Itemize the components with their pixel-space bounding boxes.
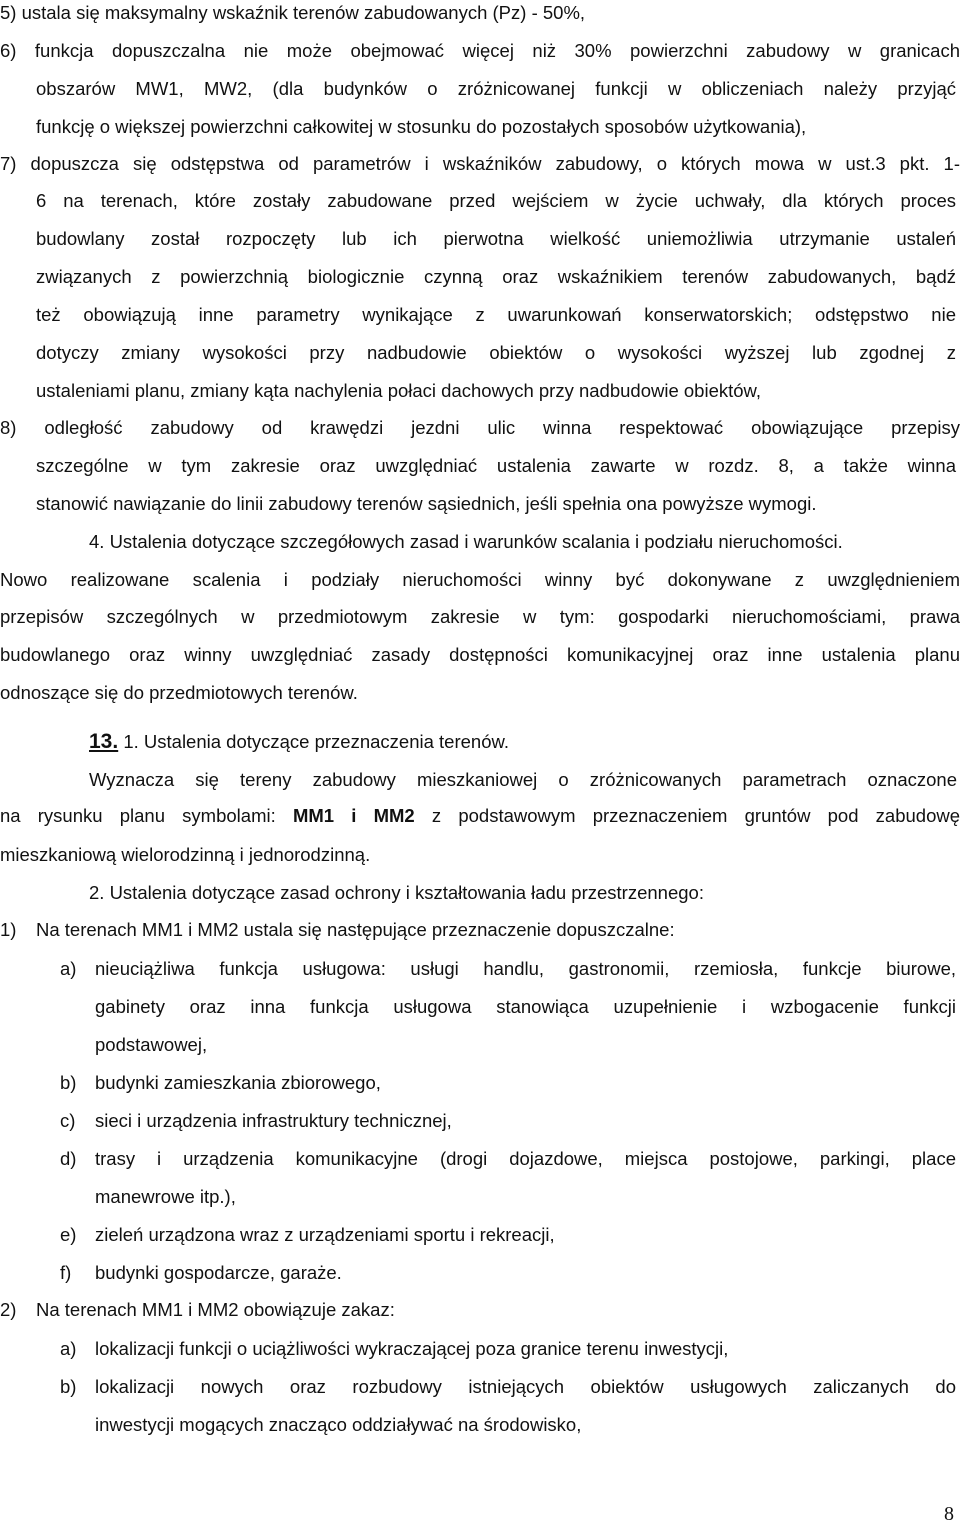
section-heading: 4. Ustalenia dotyczące szczegółowych zasad i warunków scalania i podziału nieruchomości. — [89, 531, 843, 552]
list-item-continuation: inwestycji mogących znacząco oddziaływać na środowisko, — [95, 1414, 582, 1435]
list-item-continuation: budowlany został rozpoczęty lub ich pierwotna wielkość uniemożliwia utrzymanie ustaleń — [36, 228, 956, 249]
list-item-continuation: manewrowe itp.), — [95, 1186, 236, 1207]
list-item: Na terenach MM1 i MM2 obowiązuje zakaz: — [36, 1299, 395, 1320]
symbols-prefix: na rysunku planu symbolami: — [0, 805, 276, 826]
symbols-bold: MM1 i MM2 — [292, 805, 415, 826]
list-marker: d) — [60, 1148, 77, 1169]
list-marker: f) — [60, 1262, 72, 1283]
list-item-continuation: związanych z powierzchnią biologicznie czynną oraz wskaźnikiem terenów zabudowanych, bądź — [36, 266, 956, 287]
symbols-suffix: z podstawowym przeznaczeniem gruntów pod zabudowę — [431, 805, 960, 826]
list-item-continuation: funkcję o większej powierzchni całkowitej w stosunku do pozostałych sposobów użytkowania), — [36, 116, 807, 137]
list-item-continuation: gabinety oraz inna funkcja usługowa stanowiąca uzupełnienie i wzbogacenie funkcji — [95, 996, 956, 1017]
list-item: trasy i urządzenia komunikacyjne (drogi dojazdowe, miejsca postojowe, parkingi, place — [95, 1148, 956, 1169]
list-item-continuation: dotyczy zmiany wysokości przy nadbudowie obiektów o wysokości wyższej lub zgodnej z — [36, 342, 956, 363]
list-marker: e) — [60, 1224, 77, 1245]
list-item-continuation: szczególne w tym zakresie oraz uwzględniać ustalenia zawarte w rozdz. 8, a także winna — [36, 455, 956, 476]
paragraph-line: przepisów szczególnych w przedmiotowym zakresie w tym: gospodarki nieruchomościami, prawa — [0, 606, 960, 627]
list-item: sieci i urządzenia infrastruktury technicznej, — [95, 1110, 452, 1131]
list-item: 5) ustala się maksymalny wskaźnik terenów zabudowanych (Pz) - 50%, — [0, 2, 586, 23]
paragraph-line: Nowo realizowane scalenia i podziały nieruchomości winny być dokonywane z uwzględnieniem — [0, 569, 960, 590]
page-number: 8 — [944, 1503, 954, 1525]
subsection-heading: 2. Ustalenia dotyczące zasad ochrony i kształtowania ładu przestrzennego: — [89, 882, 704, 903]
list-item: lokalizacji nowych oraz rozbudowy istniejących obiektów usługowych zaliczanych do — [95, 1376, 956, 1397]
list-marker: a) — [60, 1338, 77, 1359]
list-marker: c) — [60, 1110, 76, 1131]
section-13-heading — [89, 727, 959, 757]
paragraph-line — [0, 801, 960, 831]
list-item: zieleń urządzona wraz z urządzeniami sportu i rekreacji, — [95, 1224, 555, 1245]
list-marker: b) — [60, 1072, 77, 1093]
list-item: 7) dopuszcza się odstępstwa od parametrów i wskaźników zabudowy, o których mowa w ust.3 pkt. 1- — [0, 153, 960, 174]
list-item-continuation: też obowiązują inne parametry wynikające z uwarunkowań konserwatorskich; odstępstwo nie — [36, 304, 956, 325]
list-marker: a) — [60, 958, 77, 979]
list-item-continuation: stanowić nawiązanie do linii zabudowy terenów sąsiednich, jeśli spełnia ona powyższe wymogi. — [36, 493, 817, 514]
list-marker: 2) — [0, 1299, 17, 1320]
list-item: 6) funkcja dopuszczalna nie może obejmować więcej niż 30% powierzchni zabudowy w granicach — [0, 40, 960, 61]
list-item-continuation: obszarów MW1, MW2, (dla budynków o zróżnicowanej funkcji w obliczeniach należy przyjąć — [36, 78, 956, 99]
paragraph-line: budowlanego oraz winny uwzględniać zasady dostępności komunikacyjnej oraz inne ustalenia planu — [0, 644, 960, 665]
list-item: Na terenach MM1 i MM2 ustala się następujące przeznaczenie dopuszczalne: — [36, 919, 675, 940]
list-item-continuation: 6 na terenach, które zostały zabudowane przed wejściem w życie uchwały, dla których proces — [36, 190, 956, 211]
list-item: 8) odległość zabudowy od krawędzi jezdni ulic winna respektować obowiązujące przepisy — [0, 417, 960, 438]
list-item: budynki gospodarcze, garaże. — [95, 1262, 342, 1283]
section-number: 13. — [89, 730, 119, 753]
list-marker: 1) — [0, 919, 17, 940]
section-title: 1. Ustalenia dotyczące przeznaczenia terenów. — [123, 731, 509, 752]
list-marker: b) — [60, 1376, 77, 1397]
list-item-continuation: ustaleniami planu, zmiany kąta nachylenia połaci dachowych przy nadbudowie obiektów, — [36, 380, 762, 401]
paragraph-line: mieszkaniową wielorodzinną i jednorodzinną. — [0, 844, 371, 865]
list-item: budynki zamieszkania zbiorowego, — [95, 1072, 381, 1093]
paragraph-line: Wyznacza się tereny zabudowy mieszkaniowej o zróżnicowanych parametrach oznaczone — [89, 769, 957, 790]
paragraph-line: odnoszące się do przedmiotowych terenów. — [0, 682, 358, 703]
list-item-continuation: podstawowej, — [95, 1034, 208, 1055]
list-item: nieuciążliwa funkcja usługowa: usługi handlu, gastronomii, rzemiosła, funkcje biurowe, — [95, 958, 956, 979]
list-item: lokalizacji funkcji o uciążliwości wykraczającej poza granice terenu inwestycji, — [95, 1338, 729, 1359]
